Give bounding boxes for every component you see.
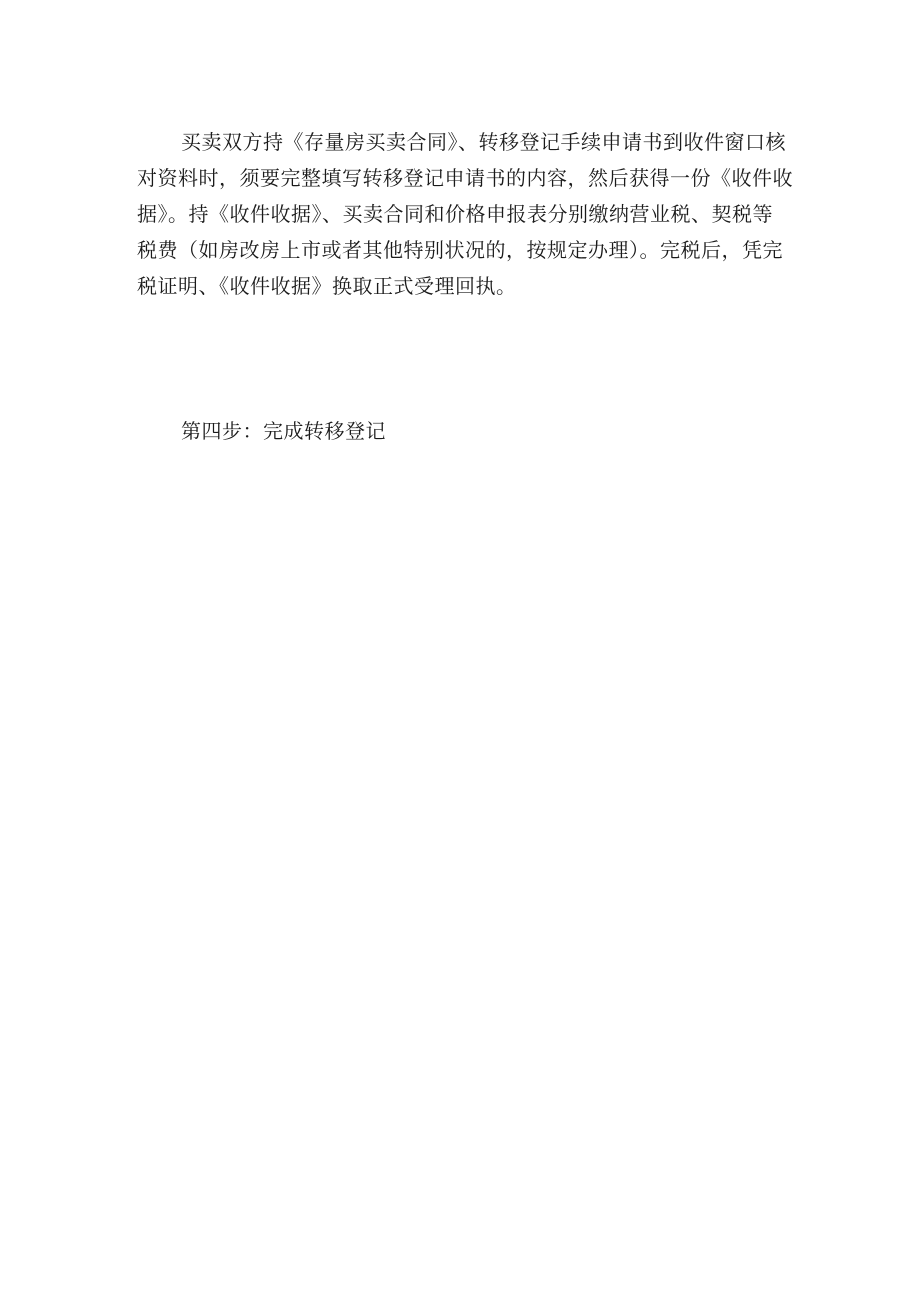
step-heading [137, 413, 787, 449]
paragraph-line: 税证明、《收件收据》换取正式受理回执。 [137, 274, 517, 298]
paragraph-line: 税费（如房改房上市或者其他特别状况的，按规定办理）。完税后，凭完 [137, 238, 783, 262]
body-paragraph [137, 124, 793, 304]
step-heading-text: 第四步：完成转移登记 [181, 419, 386, 443]
paragraph-line: 买卖双方持《存量房买卖合同》、转移登记手续申请书到收件窗口核 [181, 130, 786, 154]
paragraph-line: 对资料时，须要完整填写转移登记申请书的内容，然后获得一份《收件收 [137, 166, 793, 190]
paragraph-line: 据》。持《收件收据》、买卖合同和价格申报表分别缴纳营业税、契税等 [137, 202, 773, 226]
